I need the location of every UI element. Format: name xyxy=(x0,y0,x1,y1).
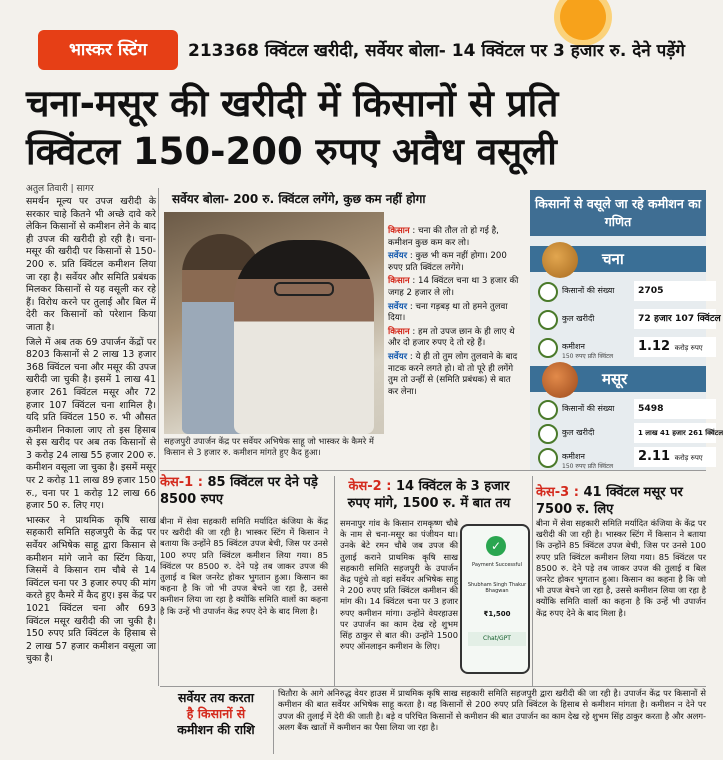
byline: अतुल तिवारी | सागर xyxy=(26,184,94,194)
sack-icon xyxy=(538,424,558,444)
dialogue-line: किसान : हम तो उपज छान के ही लाए थे और दो हजार रुपए दे तो रहे हैं। xyxy=(388,326,515,349)
panel-row: कुल खरीदी 1 लाख 41 हजार 261 क्विंटल xyxy=(538,422,702,446)
section-rule xyxy=(160,470,706,471)
dialogue-line: किसान : 14 क्विंटल चना था 3 हजार की जगह 2 हजार ले लो। xyxy=(388,276,519,298)
rupee-icon xyxy=(538,448,558,468)
case-1-text: बीना में सेवा सहकारी समिति मर्यादित कंजिया के केंद्र पर खरीदी की जा रही है। भास्कर स्टिंग में किसान ने बताया कि उन्होंने 85 क्विंटल उपज बेची, जिस पर उनसे 100 रुपए प्रति क्विंटल कमीशन लिया गया। 85 क्विंटल पर 8500 रु. देने पड़े तब जाकर उपज की तुलाई व बिल जनरेट होकर भुगतान हुआ। किसान का कहना है कि जो भी उपज बेचने जा रहा है, उससे कमीशन लिया जा रहा है क्योंकि समिति वालों का कहना है कि उन्हें भी उपार्जन केंद्र रुपए देने के बाद मिला है। xyxy=(160,516,328,616)
column-divider xyxy=(532,476,533,686)
column-divider xyxy=(158,188,159,686)
crop-band-chana: चना xyxy=(530,246,706,272)
left-column-text xyxy=(26,196,156,752)
payment-phone-screenshot xyxy=(460,524,530,674)
farmers-icon xyxy=(538,282,558,302)
dialogue-line: किसान : चना की तौल तो हो गई है, कमीशन कुछ कम कर लो। xyxy=(388,226,499,248)
bhaskar-sting-logo: भास्कर स्टिंग xyxy=(38,30,178,70)
crop-band-masoor: मसूर xyxy=(530,366,706,392)
check-icon: ✓ xyxy=(486,536,506,556)
panel-row: किसानों की संख्या 2705 xyxy=(538,280,702,304)
left-para-3: भास्कर ने प्राथमिक कृषि साख सहकारी समिति सहजपुरी के केंद्र पर सर्वेयर अभिषेक साहू द्वारा किसान से कमीशन मांगे जाने का स्टिंग किया, जिसमें वे किसान राम चौबे से 14 क्विंटल चना पर 3 हजार रुपए की मांग करते हुए कैमरे में कैद हुए। इस केंद्र पर 1021 क्विंटल चना और 693 क्विंटल मसूर खरीदी की जा चुकी है। 150 रुपए प्रति क्विंटल के हिसाब से 2 लाख 57 हजार कमीशन वसूला जा चुका है। xyxy=(26,514,156,665)
chat-button: Chat/GPT xyxy=(468,632,526,646)
headline xyxy=(26,80,702,176)
dialogue-line: सर्वेयर : ये ही तो तुम लोग तुलवाने के बाद नाटक करने लगते हो। वो तो पूरे ही लगेंगे तुम तो उन्हीं से (समिति प्रबंधक) से बात कर लेना। xyxy=(388,351,518,397)
surveyor-figure xyxy=(234,240,374,434)
payment-amount: ₹1,500 xyxy=(483,610,511,618)
panel-row: कमीशन 150 रुपए प्रति क्विंटल 1.12 करोड़ रुपए xyxy=(538,336,702,360)
footer-divider xyxy=(273,690,274,754)
glasses-shape xyxy=(274,282,334,296)
footer-heading: सर्वेयर तय करता है किसानों से कमीशन की राशि xyxy=(177,690,255,737)
dialogue-line: सर्वेयर : कुछ भी कम नहीं होगा। 200 रुपए प्रति क्विंटल लगेंगे। xyxy=(388,251,507,273)
lentil-icon xyxy=(542,362,578,398)
case-2-title: केस-2 : 14 क्विंटल के 3 हजार रुपए मांगे, 1500 रु. में बात तय xyxy=(347,479,511,511)
kicker: 213368 क्विंटल खरीदी, सर्वेयर बोला- 14 क्विंटल पर 3 हजार रु. देने पड़ेंगे xyxy=(188,41,685,61)
left-para-1: समर्थन मूल्य पर उपज खरीदी के सरकार चाहे कितने भी अच्छे दावे करे लेकिन किसानों से कमीशन लेने के बाद ही उपज की खरीदी हो रही है। चना-मसूर की खरीदी पर किसानों से 150-200 रु. प्रति क्विंटल कमीशन लिया जा रहा है। सर्वेयर और समिति प्रबंधक मिलकर किसानों से यह वसूली कर रहे हैं। विरोध करने पर तुलाई और बिल में देरी कर किसानों को परेशान किया जाता है। xyxy=(26,196,156,333)
panel-title: किसानों से वसूले जा रहे कमीशन का गणित xyxy=(530,190,706,236)
sack-icon xyxy=(538,310,558,330)
headline-line-2: क्विंटल 150-200 रुपए अवैध वसूली xyxy=(26,130,557,173)
footer-rule xyxy=(160,686,706,687)
rupee-icon xyxy=(538,338,558,358)
photo-title: सर्वेयर बोला- 200 रु. क्विंटल लगेंगे, कुछ कम नहीं होगा xyxy=(172,192,426,206)
payment-status: Payment Successful xyxy=(472,562,522,568)
footer-text: चितौरा के आगे अनिरुद्ध वेयर हाउस में प्राथमिक कृषि साख सहकारी समिति सहजपुरी द्वारा खरीदी की जा रही है। उपार्जन केंद्र पर किसानों से कमीशन की बात सर्वेयर अभिषेक साहू करता है। वह किसानों से 200 रुपए प्रति क्विंटल के हिसाब से कमीशन मांगता है। कमीशन न देने पर उपज की तुलाई में देरी की जाती है। बड़े व परिचित किसानों से कमीशन की बात उपार्जन का काम देख रहे शुभम सिंह ठाकुर करता है और अलग-अलग बैंक खातों में कमीशन का पैसा लिया जा रहा है। xyxy=(278,688,706,733)
column-divider xyxy=(334,476,335,686)
farmers-icon xyxy=(538,400,558,420)
sun-graphic xyxy=(560,0,606,40)
photo-caption: सहजपुरी उपार्जन केंद्र पर सर्वेयर अभिषेक साहू जो भास्कर के कैमरे में किसान से 3 हजार रु. कमीशन मांगते हुए कैद हुआ। xyxy=(164,436,374,457)
left-para-2: जिले में अब तक 69 उपार्जन केंद्रों पर 8203 किसानों से 2 लाख 13 हजार 368 क्विंटल चना और मसूर की उपज खरीदी जा चुकी है। इसमें 1 लाख 41 हजार 261 क्विंटल मसूर और 72 हजार 107 क्विंटल चना शामिल है। यदि प्रति क्विंटल 150 रु. भी औसत कमीशन निकाला जाए तो इस हिसाब से इस खरीद पर अब तक किसानों से 3 करोड़ 24 लाख 55 हजार 200 रु. कमीशन वसूला जा चुका है। इसमें मसूर पर 2 करोड़ 11 लाख 89 हजार 150 रु., चना पर 1 करोड़ 12 लाख 66 हजार 50 रु. लिए गए। xyxy=(26,336,156,512)
case-3-text: बीना में सेवा सहकारी समिति मर्यादित कंजिया के केंद्र पर खरीदी की जा रही है। भास्कर स्टिंग में किसान ने बताया कि उन्होंने 85 क्विंटल उपज बेची, जिस पर उनसे 100 रुपए प्रति क्विंटल कमीशन लिया गया। 85 क्विंटल पर 8500 रु. देने पड़े तब जाकर उपज की तुलाई व बिल जनरेट होकर भुगतान हुआ। किसान का कहना है कि जो भी उपज बेचने जा रहा है, उससे कमीशन लिया जा रहा है क्योंकि समिति वालों का कहना है कि उन्हें भी उपार्जन केंद्र रुपए देने के बाद मिला है। xyxy=(536,518,706,618)
sting-photo xyxy=(164,212,384,434)
payee-name: Shubham Singh Thakur Bhagwan xyxy=(467,582,527,594)
panel-row: कमीशन 150 रुपए प्रति क्विंटल 2.11 करोड़ रुपए xyxy=(538,446,702,470)
dialogue xyxy=(388,226,520,400)
case-3-title: केस-3 : 41 क्विंटल मसूर पर 7500 रु. लिए xyxy=(536,485,683,517)
chickpea-icon xyxy=(542,242,578,278)
case-1-title: केस-1 : 85 क्विंटल पर देने पड़े 8500 रुपए xyxy=(160,475,318,507)
headline-line-1: चना-मसूर की खरीदी में किसानों से प्रति xyxy=(26,82,559,125)
panel-row: किसानों की संख्या 5498 xyxy=(538,398,702,422)
case-2-text: समनापुर गांव के किसान रामकृष्ण चौबे के नाम से चना-मसूर का पंजीयन था। उनके बेटे रमन चौबे जब उपज की तुलाई कराने प्राथमिक कृषि साख सहकारी समिति सहजपुरी के उपार्जन केंद्र पहुंचे तो वहां सर्वेयर अभिषेक साहू ने 200 रुपए प्रति क्विंटल कमीशन की मांग की। 14 क्विंटल चना पर 3 हजार रुपए कमीशन मांगा। उन्होंने वेयरहाउस पर उपार्जन का काम देख रहे शुभम सिंह ठाकुर से बात की। उन्होंने 1500 रुपए ऑनलाइन कमीशन के लिए। xyxy=(340,518,458,652)
dialogue-line: सर्वेयर : चना गड़बड़ था तो हमने तुलवा दिया। xyxy=(388,301,508,324)
panel-row: कुल खरीदी 72 हजार 107 क्विंटल xyxy=(538,308,702,332)
